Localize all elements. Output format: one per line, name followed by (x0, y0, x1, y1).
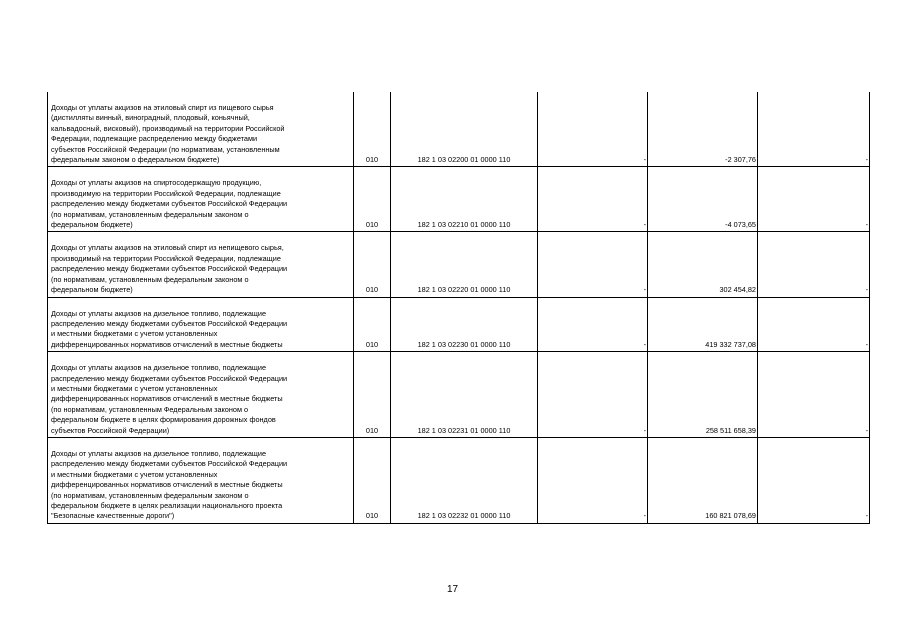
value-column-5: -2 307,76 (648, 92, 758, 167)
value-column-6: - (758, 232, 870, 297)
value-column-4: - (538, 167, 648, 232)
description-line: и местными бюджетами с учетом установленных (51, 329, 218, 339)
description-line: (по нормативам, установленным федеральным законом о (51, 490, 249, 500)
value-column-6: - (758, 352, 870, 438)
description-line: дифференцированных нормативов отчислений в местные бюджеты (51, 339, 283, 349)
line-code: 010 (354, 437, 391, 523)
description-line: (по нормативам, установленным Федеральным законом о (51, 404, 249, 414)
table-row (48, 352, 870, 438)
value-column-5: 160 821 078,69 (648, 437, 758, 523)
description-line: кальвадосный, висковый), производимый на территории Российской (51, 123, 285, 133)
value-column-4: - (538, 437, 648, 523)
value-column-6: - (758, 297, 870, 352)
value-column-4: - (538, 92, 648, 167)
value-column-4: - (538, 297, 648, 352)
description-line: субъектов Российской Федерации) (51, 425, 170, 435)
table-row (48, 297, 870, 352)
value-column-4: - (538, 352, 648, 438)
description-line: (дистилляты винный, виноградный, плодовый, коньячный, (51, 113, 250, 123)
budget-classification-code: 182 1 03 02231 01 0000 110 (391, 352, 538, 438)
line-code: 010 (354, 232, 391, 297)
value-column-5: 419 332 737,08 (648, 297, 758, 352)
description-line: производимую на территории Российской Федерации, подлежащие (51, 188, 281, 198)
description-line: распределению между бюджетами субъектов Российской Федерации (51, 199, 288, 209)
description-line: федеральным законом о федеральном бюджете) (51, 155, 220, 165)
row-description (48, 437, 354, 523)
description-line: (по нормативам, установленным федеральным законом о (51, 274, 249, 284)
value-column-5: 258 511 658,39 (648, 352, 758, 438)
description-line: субъектов Российской Федерации (по нормативам, установленным (51, 144, 280, 154)
value-column-5: -4 073,65 (648, 167, 758, 232)
description-line: федеральном бюджете) (51, 220, 133, 230)
description-line: (по нормативам, установленным федеральным законом о (51, 209, 249, 219)
description-line: федеральном бюджете в целях формирования дорожных фондов (51, 415, 276, 425)
value-column-4: - (538, 232, 648, 297)
description-line: федеральном бюджете) (51, 285, 133, 295)
budget-classification-code: 182 1 03 02230 01 0000 110 (391, 297, 538, 352)
description-line: Доходы от уплаты акцизов на спиртосодержащую продукцию, (51, 178, 262, 188)
description-line: и местными бюджетами с учетом установленных (51, 469, 218, 479)
row-description (48, 167, 354, 232)
line-code: 010 (354, 352, 391, 438)
value-column-6: - (758, 437, 870, 523)
description-line: Доходы от уплаты акцизов на дизельное топливо, подлежащие (51, 363, 267, 373)
budget-classification-code: 182 1 03 02210 01 0000 110 (391, 167, 538, 232)
row-description (48, 92, 354, 167)
description-line: Доходы от уплаты акцизов на этиловый спирт из непищевого сырья, (51, 243, 284, 253)
budget-classification-code: 182 1 03 02220 01 0000 110 (391, 232, 538, 297)
description-line: Доходы от уплаты акцизов на дизельное топливо, подлежащие (51, 308, 267, 318)
budget-classification-code: 182 1 03 02200 01 0000 110 (391, 92, 538, 167)
description-line: и местными бюджетами с учетом установленных (51, 383, 218, 393)
table-body (48, 92, 870, 523)
page-number: 17 (446, 584, 459, 595)
description-line: Доходы от уплаты акцизов на этиловый спирт из пищевого сырья (51, 103, 274, 112)
description-line: Федерации, подлежащие распределению между бюджетами (51, 134, 258, 144)
description-line: производимый на территории Российской Федерации, подлежащие (51, 253, 281, 263)
description-line: "Безопасные качественные дороги") (51, 511, 175, 521)
description-line: дифференцированных нормативов отчислений в местные бюджеты (51, 394, 283, 404)
description-line: дифференцированных нормативов отчислений в местные бюджеты (51, 480, 283, 490)
table-row (48, 437, 870, 523)
description-line: распределению между бюджетами субъектов Российской Федерации (51, 459, 288, 469)
line-code: 010 (354, 297, 391, 352)
row-description (48, 232, 354, 297)
value-column-6: - (758, 167, 870, 232)
description-line: распределению между бюджетами субъектов Российской Федерации (51, 373, 288, 383)
value-column-5: 302 454,82 (648, 232, 758, 297)
row-description (48, 352, 354, 438)
description-line: Доходы от уплаты акцизов на дизельное топливо, подлежащие (51, 448, 267, 458)
line-code: 010 (354, 167, 391, 232)
table-row (48, 232, 870, 297)
revenue-table (47, 92, 870, 524)
value-column-6: - (758, 92, 870, 167)
table-row (48, 92, 870, 167)
description-line: федеральном бюджете в целях реализации национального проекта (51, 501, 283, 510)
line-code: 010 (354, 92, 391, 167)
row-description (48, 297, 354, 352)
budget-classification-code: 182 1 03 02232 01 0000 110 (391, 437, 538, 523)
table-row (48, 167, 870, 232)
description-line: распределению между бюджетами субъектов Российской Федерации (51, 264, 288, 274)
description-line: распределению между бюджетами субъектов Российской Федерации (51, 318, 288, 328)
